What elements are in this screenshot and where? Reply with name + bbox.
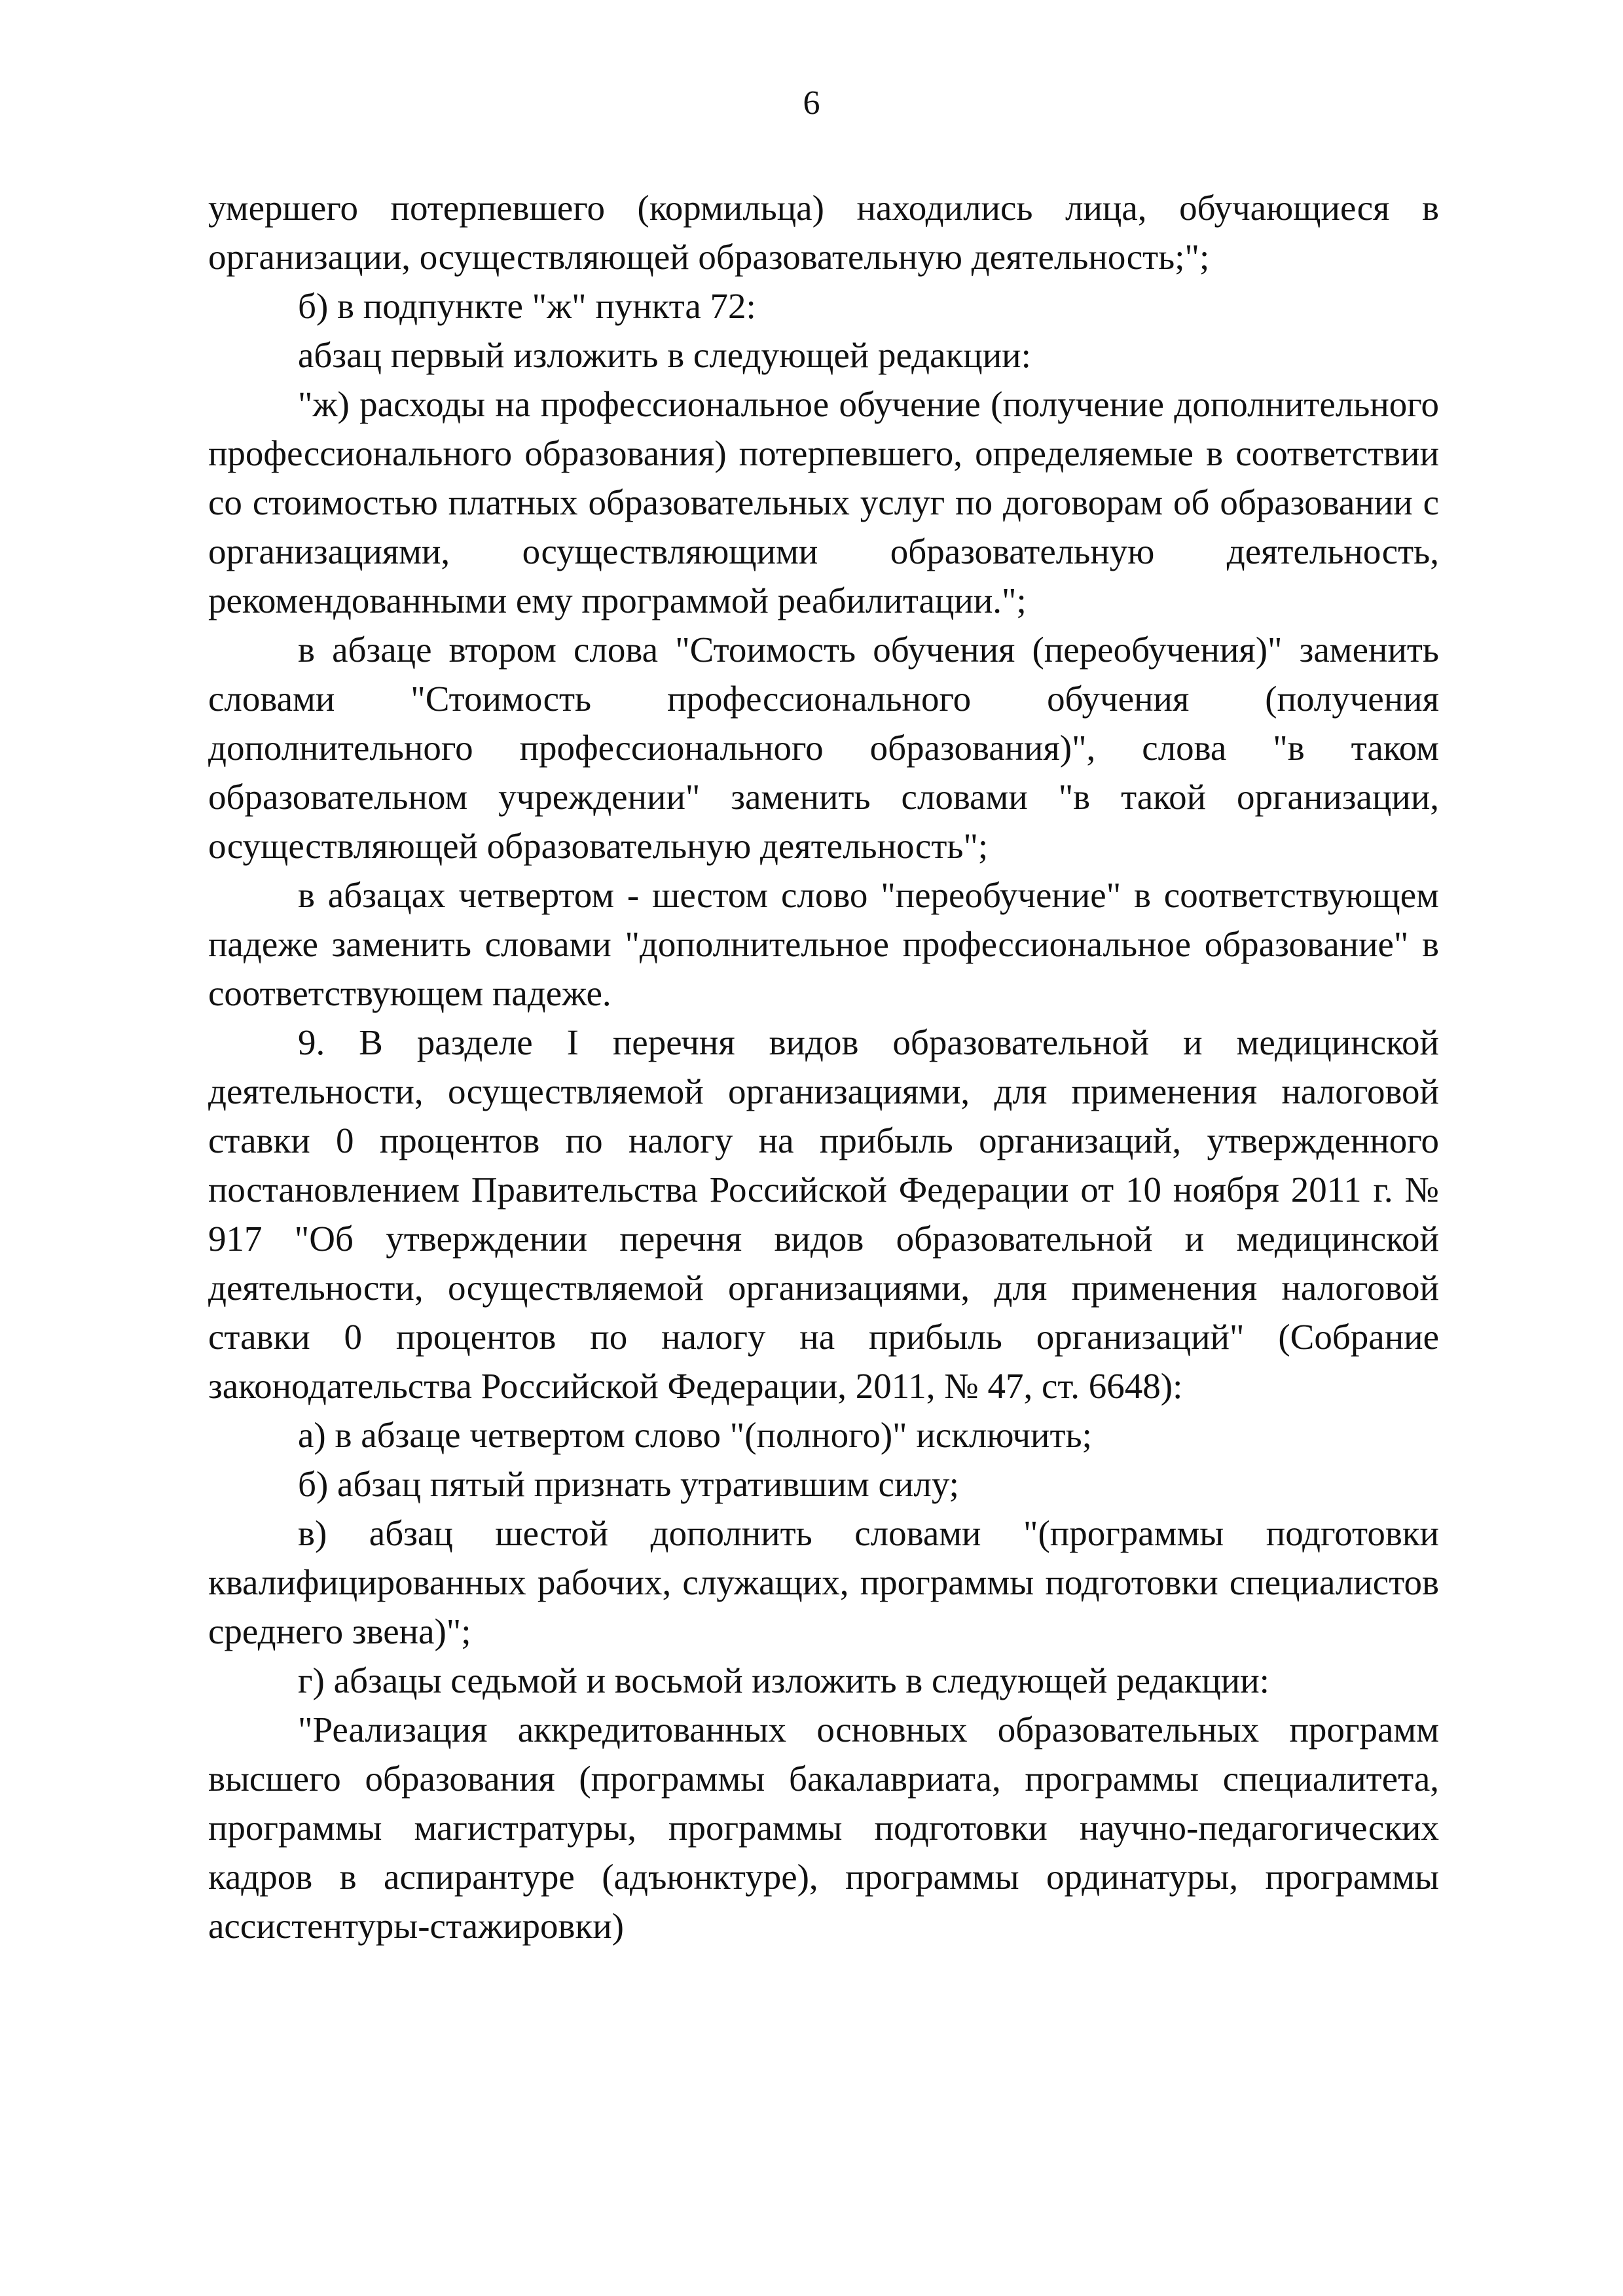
paragraph-item-9: 9. В разделе I перечня видов образовательной и медицинской деятельности, осуществляемой организациями, для применения налоговой ставки 0 процентов по налогу на прибыль организаций, утвержденного постановлением Правительства Российской Федерации от 10 ноября 2011 г. № 917 "Об утверждении перечня видов образовательной и медицинской деятельности, осуществляемой организациями, для применения налоговой ставки 0 процентов по налогу на прибыль организаций" (Собрание законодательства Российской Федерации, 2011, № 47, ст. 6648): xyxy=(208,1022,1439,1406)
paragraph-quoted-zh: "ж) расходы на профессиональное обучение (получение дополнительного профессионального образования) потерпевшего, определяемые в соответствии со стоимостью платных образовательных услуг по договорам об образовании с организациями, осуществляющими образовательную деятельность, рекомендованными ему программой реабилитации."; xyxy=(208,384,1439,620)
paragraph-subpoint-b: б) в подпункте "ж" пункта 72: xyxy=(298,286,756,326)
page-number: 6 xyxy=(803,84,820,122)
paragraph-second-abzac: в абзаце втором слова "Стоимость обучения (переобучения)" заменить словами "Стоимость профессионального обучения (получения дополнительного профессионального образования)", слова "в таком образовательном учреждении" заменить словами "в такой организации, осуществляющей образовательную деятельность"; xyxy=(208,630,1439,866)
paragraph-item-9-a: а) в абзаце четвертом слово "(полного)" исключить; xyxy=(298,1415,1092,1455)
paragraph-item-9-g: г) абзацы седьмой и восьмой изложить в следующей редакции: xyxy=(298,1660,1269,1700)
paragraph-continuation: умершего потерпевшего (кормильца) находились лица, обучающиеся в организации, осуществляющей образовательную деятельность;"; xyxy=(208,188,1439,277)
paragraph-first-abzac: абзац первый изложить в следующей редакции: xyxy=(298,335,1031,375)
document-body xyxy=(208,183,1439,1950)
paragraph-item-9-b: б) абзац пятый признать утратившим силу; xyxy=(298,1464,959,1504)
paragraph-fourth-sixth-abzac: в абзацах четвертом - шестом слово "переобучение" в соответствующем падеже заменить словами "дополнительное профессиональное образование" в соответствующем падеже. xyxy=(208,875,1439,1013)
paragraph-quoted-implementation: "Реализация аккредитованных основных образовательных программ высшего образования (программы бакалавриата, программы специалитета, программы магистратуры, программы подготовки научно-педагогических кадров в аспирантуре (адъюнктуре), программы ординатуры, программы ассистентуры-стажировки) xyxy=(208,1710,1439,1946)
paragraph-item-9-v: в) абзац шестой дополнить словами "(программы подготовки квалифицированных рабочих, служащих, программы подготовки специалистов среднего звена)"; xyxy=(208,1513,1439,1651)
